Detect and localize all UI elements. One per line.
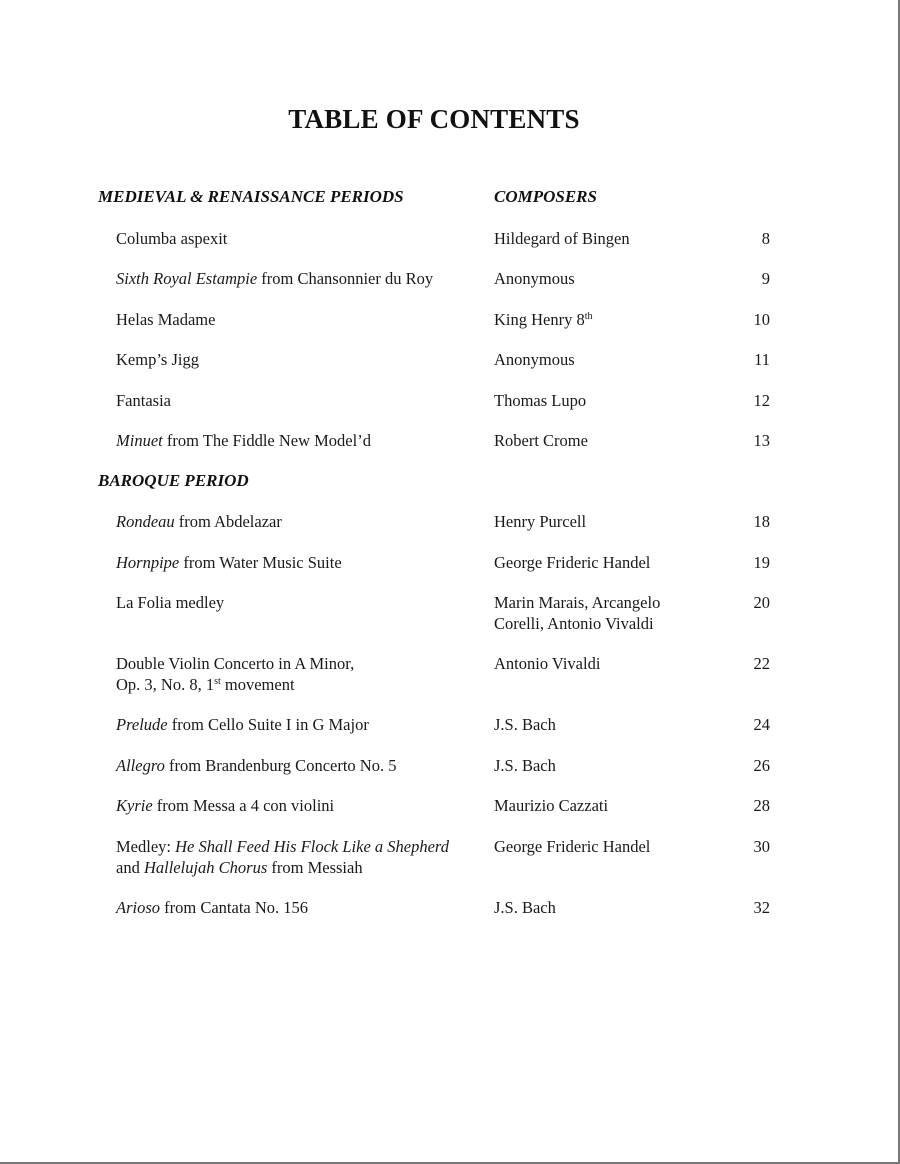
composer-name: Maurizio Cazzati bbox=[494, 796, 609, 815]
page-number: 20 bbox=[753, 593, 770, 612]
composer-name: Marin Marais, Arcangelo Corelli, Antonio Vivaldi bbox=[494, 593, 661, 633]
piece-title: Rondeau from Abdelazar bbox=[116, 512, 282, 531]
composer-name: George Frideric Handel bbox=[494, 837, 651, 856]
piece-title: Medley: He Shall Feed His Flock Like a Shepherd and Hallelujah Chorus from Messiah bbox=[116, 837, 449, 877]
piece-title: Columba aspexit bbox=[116, 229, 228, 248]
page-number: 26 bbox=[753, 756, 770, 775]
piece-title: Arioso from Cantata No. 156 bbox=[116, 898, 309, 917]
page-number: 30 bbox=[753, 837, 770, 856]
page-title: TABLE OF CONTENTS bbox=[288, 104, 580, 134]
composer-name: Hildegard of Bingen bbox=[494, 229, 630, 248]
composer-name: Thomas Lupo bbox=[494, 391, 587, 410]
page-number: 28 bbox=[753, 796, 770, 815]
composer-name: Henry Purcell bbox=[494, 512, 587, 531]
page-number: 24 bbox=[753, 715, 770, 734]
composer-name: Anonymous bbox=[494, 269, 575, 288]
piece-title: Minuet from The Fiddle New Model’d bbox=[116, 431, 371, 450]
piece-title: Kemp’s Jigg bbox=[116, 350, 199, 369]
composer-name: Antonio Vivaldi bbox=[494, 654, 601, 673]
page-number: 12 bbox=[753, 391, 770, 410]
page-number: 22 bbox=[753, 654, 770, 673]
composer-name: Robert Crome bbox=[494, 431, 588, 450]
piece-title: Prelude from Cello Suite I in G Major bbox=[116, 715, 369, 734]
page-number: 32 bbox=[753, 898, 770, 917]
page-number: 19 bbox=[753, 553, 770, 572]
composer-name: J.S. Bach bbox=[494, 715, 556, 734]
page-number: 11 bbox=[754, 350, 770, 369]
composer-name: King Henry 8th bbox=[494, 310, 593, 329]
piece-title: Kyrie from Messa a 4 con violini bbox=[116, 796, 335, 815]
section-header-baroque: BAROQUE PERIOD bbox=[98, 471, 249, 490]
piece-title: Helas Madame bbox=[116, 310, 216, 329]
composers-header: COMPOSERS bbox=[494, 187, 597, 206]
page-number: 9 bbox=[761, 269, 770, 288]
composer-name: J.S. Bach bbox=[494, 756, 556, 775]
page-number: 8 bbox=[761, 229, 770, 248]
piece-title: Double Violin Concerto in A Minor, Op. 3, No. 8, 1st movement bbox=[116, 654, 355, 694]
page-number: 10 bbox=[753, 310, 770, 329]
piece-title: Hornpipe from Water Music Suite bbox=[116, 553, 342, 572]
section-header-medieval: MEDIEVAL & RENAISSANCE PERIODS bbox=[98, 187, 404, 206]
page-number: 13 bbox=[753, 431, 770, 450]
page-number: 18 bbox=[753, 512, 770, 531]
composer-name: Anonymous bbox=[494, 350, 575, 369]
composer-name: George Frideric Handel bbox=[494, 553, 651, 572]
piece-title: Sixth Royal Estampie from Chansonnier du Roy bbox=[116, 269, 434, 288]
composer-name: J.S. Bach bbox=[494, 898, 556, 917]
piece-title: La Folia medley bbox=[116, 593, 225, 612]
piece-title: Allegro from Brandenburg Concerto No. 5 bbox=[116, 756, 397, 775]
piece-title: Fantasia bbox=[116, 391, 171, 410]
